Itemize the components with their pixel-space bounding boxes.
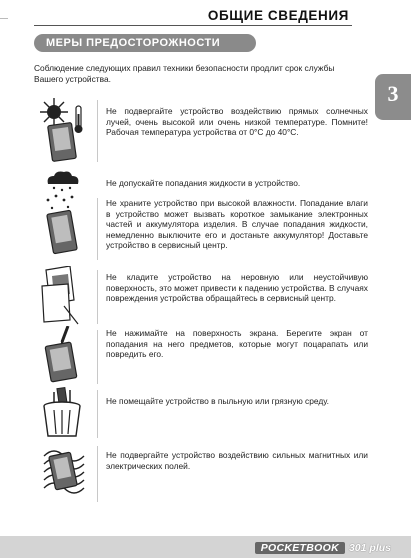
precaution-text: Не храните устройство при высокой влажности. Попадание влаги в устройство может вызвать короткое замыкание электронных частей и аккумулятора изделия. В случае попадания жидкости, немедленно выключите его и достаньте аккумулятор! Доставьте устройство в сервисный центр.	[106, 198, 368, 251]
precaution-text: Не кладите устройство на неровную или неустойчивую поверхность, это может привести к падению устройства. В случаях повреждения устройства обращайтесь в сервисный центр.	[106, 272, 368, 304]
magnet-icon	[34, 442, 96, 506]
page-header-title: ОБЩИЕ СВЕДЕНИЯ	[207, 8, 349, 23]
precaution-item	[34, 170, 364, 192]
chapter-number: 3	[387, 81, 399, 106]
section-title: МЕРЫ ПРЕДОСТОРОЖНОСТИ	[46, 37, 221, 49]
dust-bin-icon	[34, 386, 96, 440]
model-name: 301 plus	[348, 542, 391, 554]
section-title-bar	[34, 34, 256, 52]
header-rule	[34, 25, 352, 26]
icon-separator	[97, 330, 98, 384]
precaution-text: Не помещайте устройство в пыльную или грязную среду.	[106, 396, 329, 406]
precaution-item	[34, 386, 364, 440]
falling-device-icon	[34, 266, 96, 326]
precaution-item	[34, 194, 368, 264]
brand-name: POCKETBOOK	[255, 542, 345, 554]
precaution-item	[34, 266, 368, 326]
icon-separator	[97, 446, 98, 502]
sun-thermometer-icon	[34, 96, 96, 168]
precaution-text: Не допускайте попадания жидкости в устройство.	[106, 178, 301, 188]
precaution-item	[34, 96, 368, 166]
precaution-item	[34, 442, 368, 506]
icon-separator	[97, 390, 98, 438]
header-left-rule	[0, 18, 8, 19]
precaution-item	[34, 326, 368, 386]
precaution-text: Не подвергайте устройство воздействию прямых солнечных лучей, очень высокой или очень низкой температуре. Помните! Рабочая температура устройства от 0°С до 40°С.	[106, 106, 368, 138]
pen-pressure-icon	[34, 326, 96, 386]
icon-separator	[97, 100, 98, 162]
footer-logo	[255, 541, 391, 555]
precaution-text: Не нажимайте на поверхность экрана. Берегите экран от попадания на него предметов, которые могут поцарапать или повредить его.	[106, 328, 368, 360]
water-drop-icon	[34, 194, 96, 266]
intro-paragraph: Соблюдение следующих правил техники безопасности продлит срок службы Вашего устройства.	[34, 63, 335, 84]
precaution-text: Не подвергайте устройство воздействию сильных магнитных или электрических полей.	[106, 450, 368, 471]
icon-separator	[97, 198, 98, 260]
footer-bar	[0, 536, 411, 558]
rain-cloud-icon	[34, 170, 96, 192]
chapter-tab	[375, 74, 411, 120]
icon-separator	[97, 270, 98, 324]
